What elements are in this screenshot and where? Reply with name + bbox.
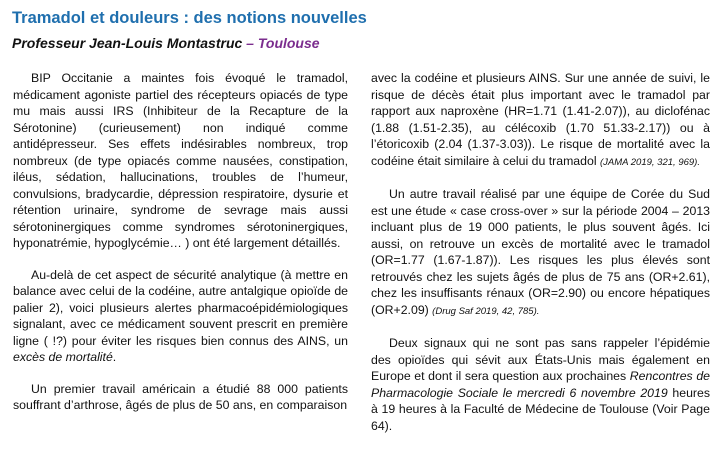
signals-text: Deux signaux qui ne sont pas sans rappeler l’épidémie des opioïdes qui sévit aux États-Unis mais également en Europe et dont il sera question aux prochaines (371, 336, 710, 383)
reference-jama: (JAMA 2019, 321, 969). (599, 156, 700, 168)
right-column (371, 70, 710, 449)
author-separator: – (242, 35, 258, 51)
mortality-emphasis: excès de mortalité (13, 350, 113, 364)
paragraph-us-study-continued (371, 70, 710, 171)
paragraph-intro: BIP Occitanie a maintes fois évoqué le tramadol, médicament agoniste partiel des récepteurs opiacés de type mu mais aussi IRS (Inhibiteur de la Recapture de la Sérotonine) (curieusement) non indiqué comme antidépresseur. Ses effets indésirables nombreux, trop nombreux (de type opiacés comme nausées, constipation, iléus, sédation, hallucinations, troubles de l’humeur, convulsions, bradycardie, dépression respiratoire, dysurie et rétention urinaire, syndrome de sevrage mais aussi sérotoninergiques comme syndromes sérotoninergiques, hyponatrémie, hypoglycémie… ) ont été largement détaillés. (13, 71, 348, 250)
paragraph-us-study: Un premier travail américain a étudié 88 000 patients souffrant d’arthrose, âgés de plus de 50 ans, en comparaison (13, 381, 348, 412)
signals-end: heures à 19 heures à la Faculté de Médecine de Toulouse (Voir Page 64). (371, 385, 710, 433)
paragraph-safety-text: Au-delà de cet aspect de sécurité analytique (à mettre en balance avec celui de la codéine, autre antalgique opioïde de palier 2), voici plusieurs alertes pharmacoépidémiologiques signalant, avec ce médicament souvent prescrit en première ligne ( !?) pour éviter les risques bien connus des AINS, un (13, 267, 348, 348)
article-author-line (12, 35, 320, 51)
korea-study-text: Un autre travail réalisé par une équipe de Corée du Sud est une étude « case cross-over » sur la période 2004 – 2013 incluant plus de 19 000 patients, le plus souvent âgés. Ici aussi, on retrouve un excès de mortalité avec le tramadol (OR=1.77 (1.67-1.87)). Les risques les plus élevés sont retrouvés chez les sujets âgés de plus de 75 ans (OR+2.61), chez les insuffisants rénaux (OR=2.90) ou encore hépatiques (OR+2.09) (371, 187, 710, 317)
reference-drug-saf: (Drug Saf 2019, 42, 785). (432, 305, 540, 317)
event-title: Rencontres de Pharmacologie Sociale le mercredi 6 novembre 2019 (371, 369, 710, 400)
paragraph-signals (371, 335, 710, 434)
left-column (13, 70, 348, 429)
author-name: Professeur Jean-Louis Montastruc (12, 35, 243, 51)
author-city: Toulouse (257, 35, 320, 51)
us-study-text: avec la codéine et plusieurs AINS. Sur une année de suivi, le risque de décès était plus important avec le tramadol par rapport aux naproxène (HR=1.71 (1.41-2.07)), au diclofénac (1.88 (1.51-2.35), au célécoxib (1.70 51.33-2.17)) ou à l’étoricoxib (2.04 (1.37-3.03)). Le risque de mortalité avec la codéine était similaire à celui du tramadol (371, 71, 710, 168)
article-title: Tramadol et douleurs : des notions nouvelles (12, 9, 367, 27)
paragraph-safety (13, 267, 348, 366)
paragraph-korea-study (371, 186, 710, 320)
paragraph-safety-end: . (112, 350, 117, 364)
